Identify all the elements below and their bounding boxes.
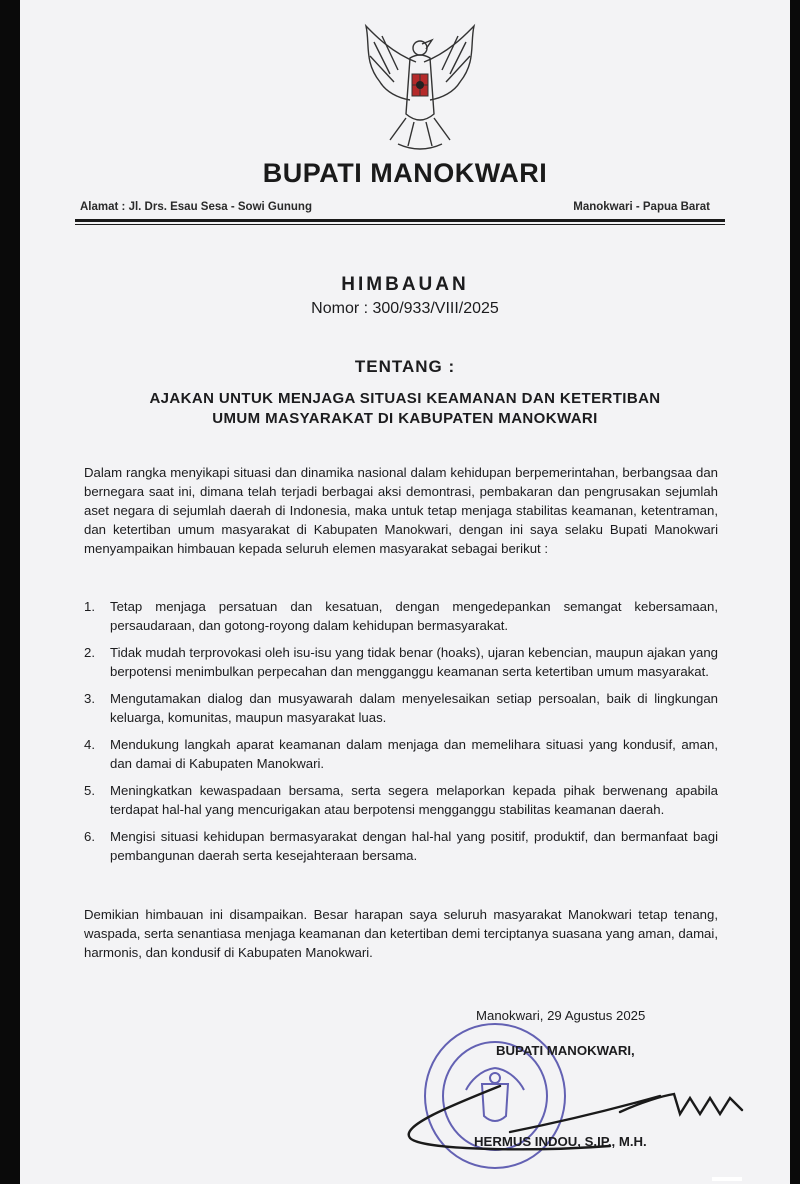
letterhead-title: BUPATI MANOKWARI	[262, 158, 548, 188]
subject-line-1: AJAKAN UNTUK MENJAGA SITUASI KEAMANAN DAN KETERTIBAN	[149, 390, 661, 407]
list-item	[84, 689, 718, 727]
point-number: 1.	[84, 599, 95, 614]
signer-name: HERMUS INDOU, S.IP., M.H.	[474, 1134, 647, 1149]
signing-place-date: Manokwari, 29 Agustus 2025	[476, 1008, 646, 1023]
about-label: TENTANG :	[354, 357, 456, 376]
closing-paragraph: Demikian himbauan ini disampaikan. Besar harapan saya seluruh masyarakat Manokwari tetap tenang, waspada, serta senantiasa menjaga keamanan dan ketertiban demi terciptanya suasana yang aman, damai, harmonis, dan kondusif di Kabupaten Manokwari.	[84, 907, 718, 960]
point-text: Meningkatkan kewaspadaan bersama, serta segera melaporkan kepada pihak berwenang apabila terdapat hal-hal yang mencurigakan atau berpotensi mengganggu stabilitas keamanan daerah.	[110, 783, 718, 817]
appeal-points-list	[84, 597, 718, 873]
list-item	[84, 597, 718, 635]
point-text: Tetap menjaga persatuan dan kesatuan, dengan mengedepankan semangat kebersamaan, persaudaraan, dan gotong-royong dalam kehidupan bermasyarakat.	[110, 599, 718, 633]
document-number: Nomor : 300/933/VIII/2025	[311, 300, 499, 317]
point-text: Mendukung langkah aparat keamanan dalam menjaga dan memelihara situasi yang kondusif, aman, dan damai di Kabupaten Manokwari.	[110, 737, 718, 771]
point-number: 6.	[84, 829, 95, 844]
letterhead-address: Alamat : Jl. Drs. Esau Sesa - Sowi Gunung	[80, 201, 312, 213]
letterhead-location: Manokwari - Papua Barat	[573, 201, 710, 213]
document-type: HIMBAUAN	[341, 274, 469, 295]
list-item	[84, 735, 718, 773]
letterhead-rule-thin	[75, 224, 725, 225]
point-number: 3.	[84, 691, 95, 706]
subject-line-2: UMUM MASYARAKAT DI KABUPATEN MANOKWARI	[212, 410, 598, 427]
intro-paragraph: Dalam rangka menyikapi situasi dan dinamika nasional dalam kehidupan berpemerintahan, berbangsaa dan bernegara saat ini, dimana telah terjadi berbagai aksi demontrasi, pembakaran dan pengrusakan sejumlah aset negara di sejumlah daerah di Indonesia, maka untuk tetap menjaga stabilitas keamanan, ketentraman, dan ketertiban umum masyarakat di Kabupaten Manokwari, dengan ini saya selaku Bupati Manokwari menyampaikan himbauan kepada seluruh elemen masyarakat sebagai berikut :	[84, 465, 718, 556]
point-number: 4.	[84, 737, 95, 752]
list-item	[84, 781, 718, 819]
point-text: Mengutamakan dialog dan musyawarah dalam menyelesaikan setiap persoalan, baik di lingkungan keluarga, komunitas, maupun masyarakat luas.	[110, 691, 718, 725]
point-text: Mengisi situasi kehidupan bermasyarakat dengan hal-hal yang positif, produktif, dan bermanfaat bagi pembangunan daerah serta kesejahteraan bersama.	[110, 829, 718, 863]
corner-mark	[712, 1177, 742, 1181]
point-number: 2.	[84, 645, 95, 660]
list-item	[84, 643, 718, 681]
list-item	[84, 827, 718, 865]
letterhead-rule-thick	[75, 219, 725, 222]
point-number: 5.	[84, 783, 95, 798]
document-subject	[100, 389, 710, 429]
garuda-emblem-icon	[350, 22, 490, 162]
signer-title: BUPATI MANOKWARI,	[496, 1043, 635, 1058]
point-text: Tidak mudah terprovokasi oleh isu-isu yang tidak benar (hoaks), ujaran kebencian, maupun ajakan yang berpotensi menimbulkan perpecahan dan mengganggu keamanan serta ketertiban umum masyarakat.	[110, 645, 718, 679]
letter-page	[20, 0, 790, 1184]
